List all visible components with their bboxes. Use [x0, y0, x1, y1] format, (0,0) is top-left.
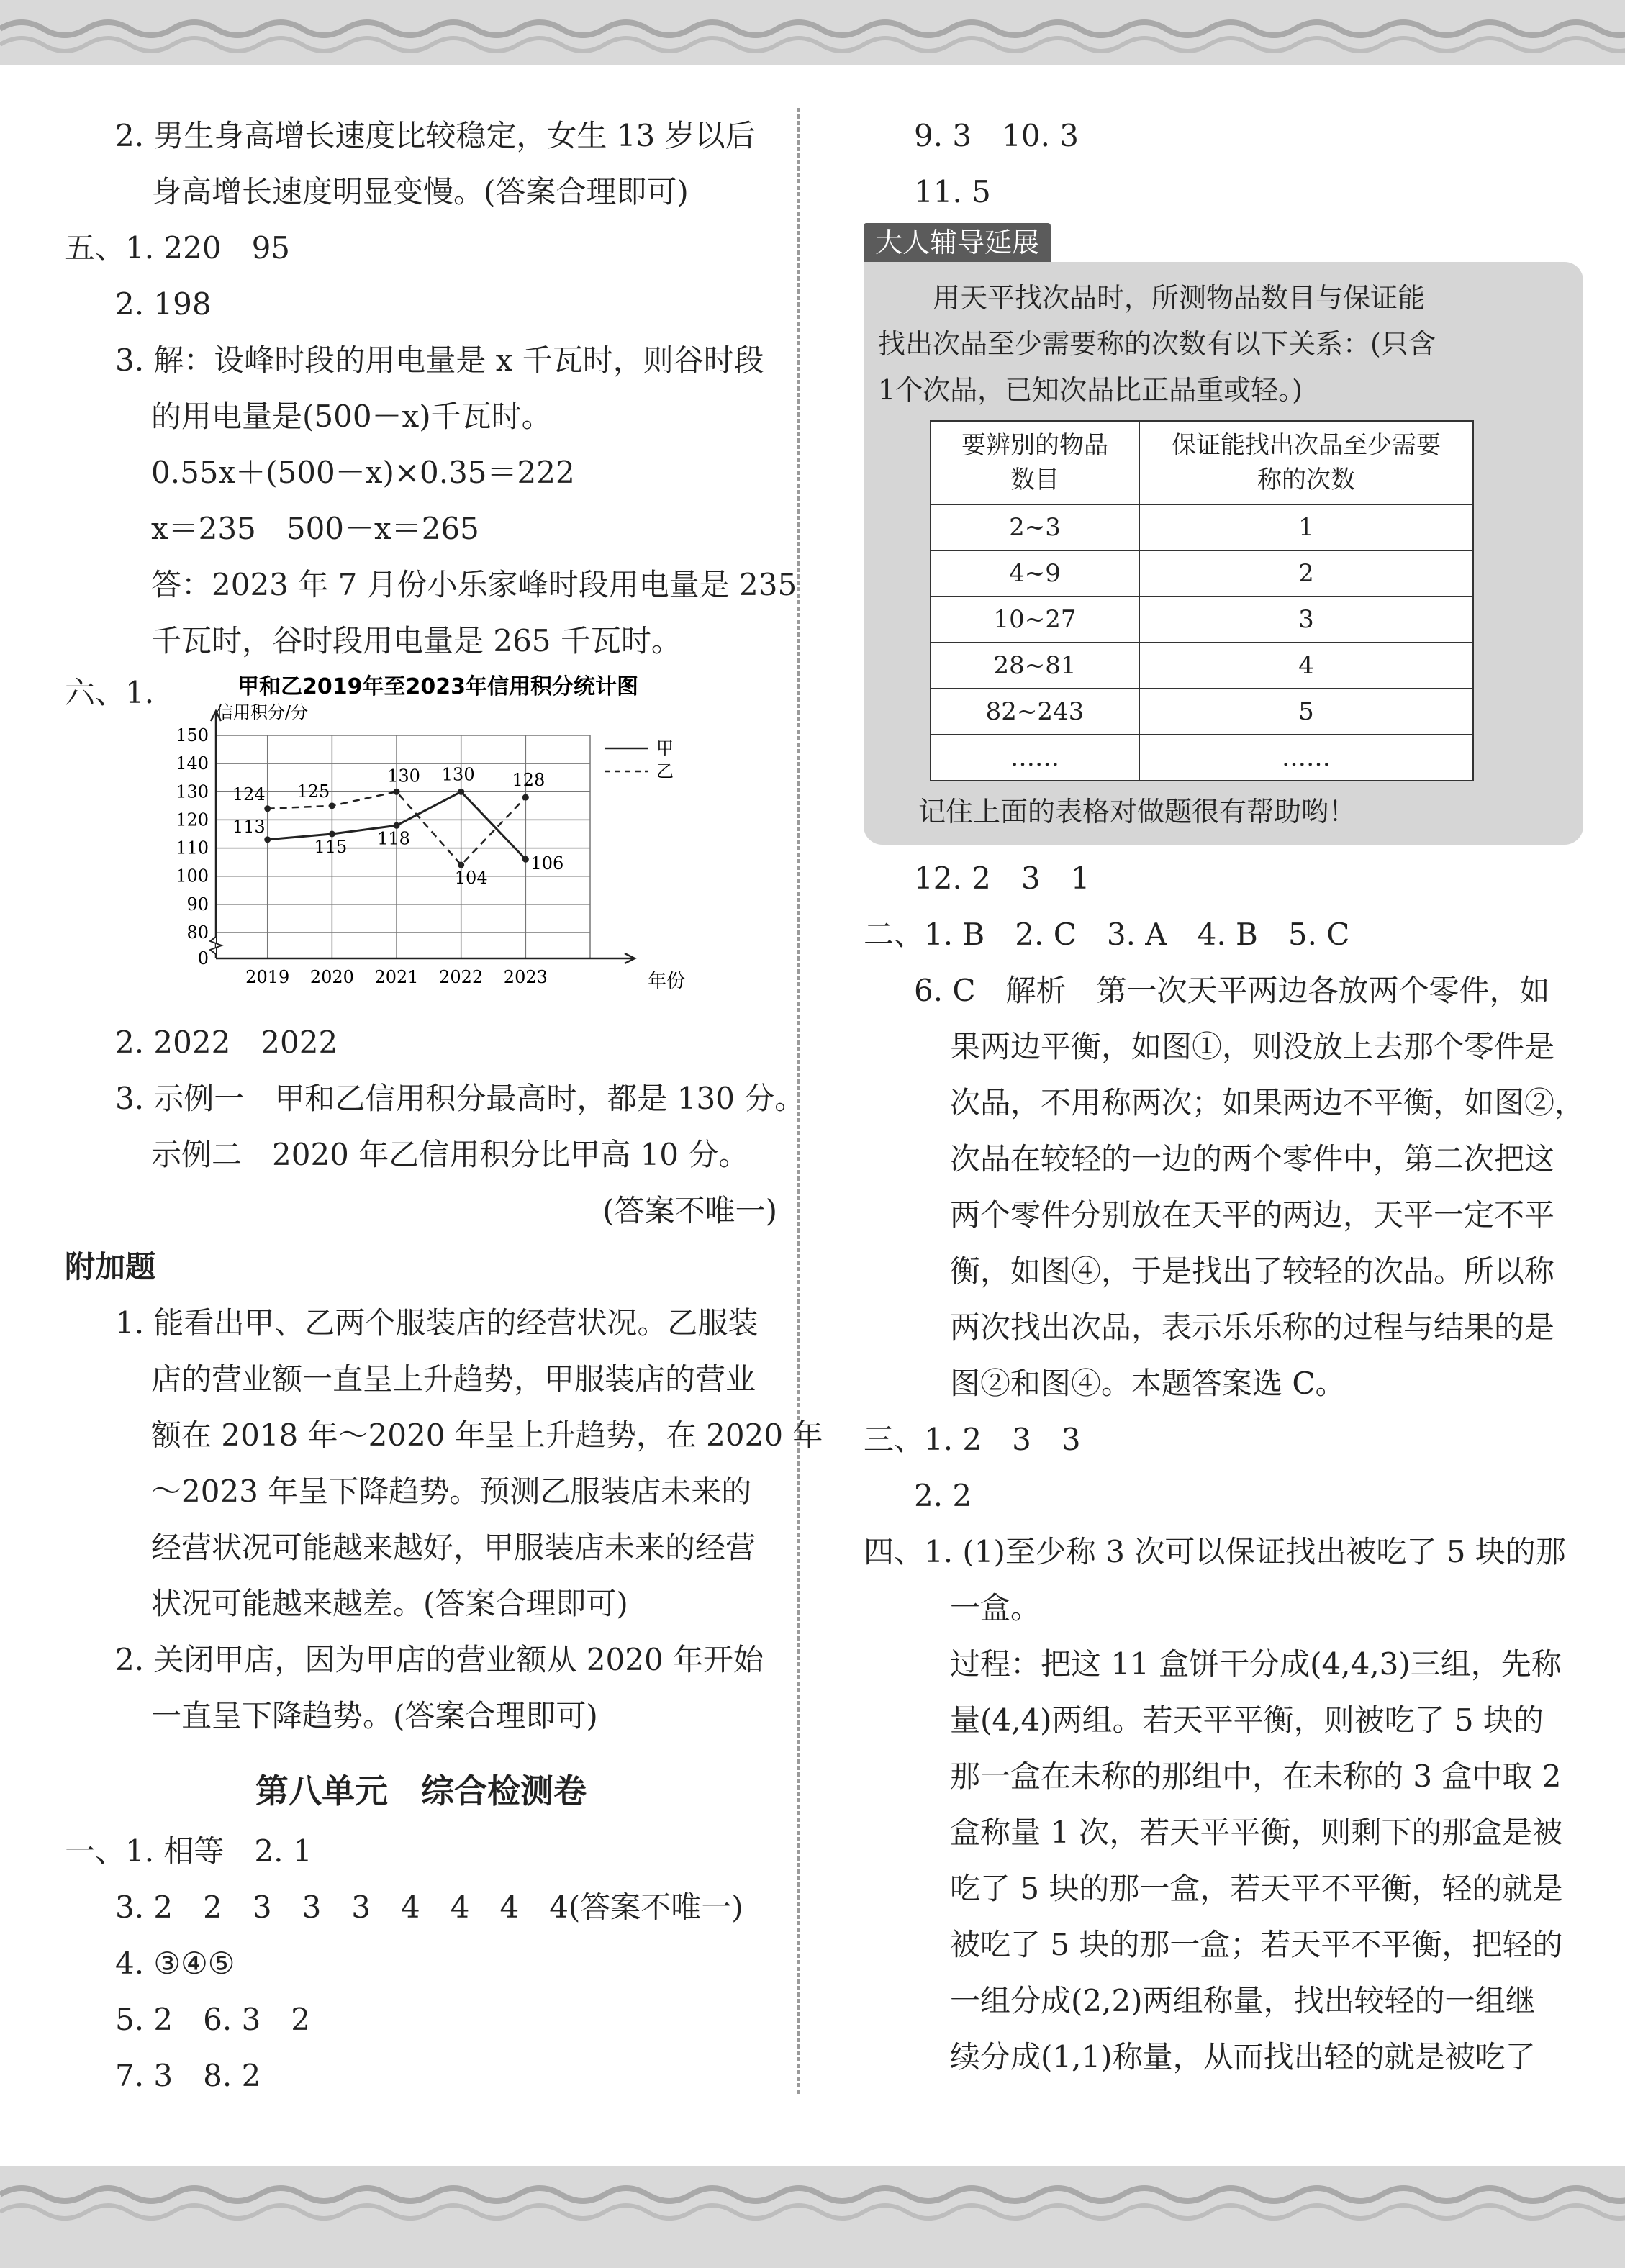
- y-tick-label: 140: [176, 753, 209, 774]
- y-tick-label: 130: [176, 781, 209, 802]
- answer-line: 7. 3 8. 2: [115, 2058, 261, 2093]
- chart-series: [232, 764, 563, 888]
- x-tick-label: 2021: [374, 967, 419, 987]
- table-header-text: 要辨别的物品: [961, 431, 1108, 460]
- tips-text: 1个次品，已知次品比正品重或轻。): [878, 374, 1303, 406]
- answer-line: 示例二 2020 年乙信用积分比甲高 10 分。: [151, 1137, 749, 1172]
- answer-line: 店的营业额一直呈上升趋势，甲服装店的营业: [151, 1361, 756, 1397]
- data-label: 106: [530, 853, 564, 874]
- table-cell: 4~9: [931, 550, 1139, 597]
- y-tick-label: 90: [186, 894, 209, 915]
- x-tick-label: 2019: [245, 967, 290, 987]
- table-cell: 4: [1139, 643, 1473, 689]
- answer-line: 那一盒在未称的那组中，在未称的 3 盒中取 2: [950, 1759, 1562, 1794]
- tips-box: [864, 262, 1583, 845]
- line-chart: [144, 669, 763, 1007]
- data-point: [394, 789, 400, 795]
- answer-line: 过程：把这 11 盒饼干分成(4,4,3)三组，先称: [950, 1646, 1562, 1682]
- table-header: [931, 421, 1139, 504]
- data-label: 104: [454, 868, 488, 889]
- answer-line: 9. 3 10. 3: [914, 118, 1079, 153]
- answer-line: 3. 示例一 甲和乙信用积分最高时，都是 130 分。: [115, 1081, 805, 1116]
- answer-line: 12. 2 3 1: [914, 861, 1090, 896]
- data-label: 128: [512, 770, 546, 791]
- answer-line: 身高增长速度明显变慢。(答案合理即可): [151, 174, 689, 209]
- table-cell: 2~3: [931, 504, 1139, 550]
- table-cell: 1: [1139, 504, 1473, 550]
- analysis-line: 两次找出次品，表示乐乐称的过程与结果的是: [950, 1310, 1555, 1345]
- analysis-line: 果两边平衡，如图①，则没放上去那个零件是: [950, 1029, 1555, 1064]
- analysis-line: 次品在较轻的一边的两个零件中，第二次把这: [950, 1141, 1555, 1176]
- data-label: 115: [314, 837, 348, 857]
- answer-line: 一组分成(2,2)两组称量，找出较轻的一组继: [950, 1983, 1536, 2018]
- table-row: [931, 643, 1473, 689]
- y-tick-label: 110: [176, 838, 209, 858]
- x-tick-label: 2022: [439, 967, 484, 987]
- left-column: [65, 108, 823, 2104]
- answer-line: 一、1. 相等 2. 1: [65, 1833, 312, 1869]
- table-cell: 3: [1139, 597, 1473, 643]
- data-point: [329, 802, 335, 809]
- analysis-line: 6. C 解析 第一次天平两边各放两个零件，如: [914, 973, 1550, 1008]
- legend-label: 乙: [656, 761, 674, 781]
- data-point: [522, 794, 529, 801]
- data-label: 125: [297, 781, 330, 802]
- x-tick-label: 2020: [309, 967, 354, 987]
- chart-axes: [210, 711, 635, 963]
- answer-line: 经营状况可能越来越好，甲服装店未来的经营: [151, 1530, 756, 1565]
- answer-line: 四、1. (1)至少称 3 次可以保证找出被吃了 5 块的那: [864, 1534, 1566, 1569]
- data-point: [264, 836, 271, 843]
- bottom-wave-band: [0, 2166, 1625, 2268]
- axis-break-icon: [210, 937, 222, 954]
- tips-panel: [864, 223, 1583, 845]
- answer-line: 三、1. 2 3 3: [864, 1422, 1081, 1457]
- table-cell: 28~81: [931, 643, 1139, 689]
- answer-line: 的用电量是(500－x)千瓦时。: [151, 399, 552, 434]
- answer-note: (答案不唯一): [602, 1193, 777, 1228]
- table-header-text: 数目: [1010, 466, 1059, 494]
- table-cell: 5: [1139, 689, 1473, 735]
- y-tick-label: 0: [197, 948, 209, 969]
- table-row: [931, 735, 1473, 781]
- x-tick-label: 2023: [503, 967, 548, 987]
- tips-tag: 大人辅导延展: [864, 223, 1051, 262]
- answer-line: 3. 2 2 3 3 3 4 4 4 4(答案不唯一): [115, 1890, 743, 1925]
- answer-line: 量(4,4)两组。若天平平衡，则被吃了 5 块的: [950, 1702, 1544, 1738]
- answer-line: 5. 2 6. 3 2: [115, 2002, 311, 2037]
- answer-line: 一盒。: [950, 1590, 1041, 1625]
- data-label: 113: [232, 816, 266, 837]
- tips-text: 找出次品至少需要称的次数有以下关系：(只含: [878, 328, 1436, 360]
- table-header-text: 保证能找出次品至少需要: [1172, 431, 1441, 460]
- chart-y-axis-label: 信用积分/分: [216, 702, 309, 722]
- table-row: [931, 504, 1473, 550]
- answer-line: 五、1. 220 95: [65, 230, 291, 266]
- chart-title: 甲和乙2019年至2023年信用积分统计图: [237, 674, 638, 699]
- data-point: [458, 789, 464, 795]
- answer-line: 千瓦时，谷时段用电量是 265 千瓦时。: [151, 623, 682, 658]
- section-heading: 附加题: [65, 1249, 156, 1284]
- answer-line: 11. 5: [914, 174, 991, 209]
- answer-line: 一直呈下降趋势。(答案合理即可): [151, 1698, 598, 1733]
- answer-line: 2. 关闭甲店，因为甲店的营业额从 2020 年开始: [115, 1642, 764, 1677]
- y-tick-label: 120: [176, 809, 209, 830]
- table-cell: 82~243: [931, 689, 1139, 735]
- equation-line: x＝235 500－x＝265: [151, 511, 479, 546]
- answer-line: ～2023 年呈下降趋势。预测乙服装店未来的: [151, 1474, 752, 1509]
- top-wave-band: [0, 0, 1625, 65]
- table-header: [1139, 421, 1473, 504]
- table-header-text: 称的次数: [1257, 466, 1355, 494]
- chart-x-ticks: [245, 967, 548, 987]
- data-label: 130: [387, 766, 420, 786]
- answer-line: 被吃了 5 块的那一盒；若天平不平衡，把轻的: [950, 1927, 1563, 1962]
- unit-title: 第八单元 综合检测卷: [255, 1772, 587, 1810]
- y-tick-label: 150: [176, 725, 209, 745]
- analysis-line: 衡，如图④，于是找出了较轻的次品。所以称: [950, 1253, 1555, 1289]
- weighing-table: [930, 420, 1474, 781]
- table-cell: ……: [1139, 735, 1473, 781]
- answer-line: 状况可能越来越差。(答案合理即可): [151, 1586, 628, 1621]
- answer-line: 3. 解：设峰时段的用电量是 x 千瓦时，则谷时段: [115, 343, 764, 378]
- chart-legend: [605, 738, 674, 781]
- answer-line: 2. 2: [914, 1478, 972, 1513]
- chart-x-axis-label: 年份: [648, 971, 686, 992]
- table-row: [931, 550, 1473, 597]
- chart-y-ticks: [176, 725, 209, 969]
- analysis-line: 图②和图④。本题答案选 C。: [950, 1366, 1346, 1401]
- data-label: 118: [377, 828, 410, 849]
- answer-line: 额在 2018 年～2020 年呈上升趋势，在 2020 年: [151, 1418, 823, 1453]
- answer-line: 答：2023 年 7 月份小乐家峰时段用电量是 235: [151, 567, 797, 602]
- answer-line: 二、1. B 2. C 3. A 4. B 5. C: [864, 917, 1350, 952]
- tips-footer: 记住上面的表格对做题很有帮助哟！: [918, 796, 1357, 827]
- answer-line: 2. 男生身高增长速度比较稳定，女生 13 岁以后: [115, 118, 756, 153]
- analysis-line: 两个零件分别放在天平的两边，天平一定不平: [950, 1197, 1555, 1233]
- answer-line: 2. 2022 2022: [115, 1025, 338, 1060]
- question-label: 六、1.: [65, 675, 155, 710]
- data-label: 124: [232, 784, 266, 804]
- data-point: [264, 805, 271, 812]
- legend-label: 甲: [656, 738, 674, 758]
- y-tick-label: 80: [186, 922, 209, 943]
- tips-text: 用天平找次品时，所测物品数目与保证能: [933, 282, 1426, 314]
- answer-line: 吃了 5 块的那一盒，若天平不平衡，轻的就是: [950, 1871, 1563, 1906]
- table-row: [931, 597, 1473, 643]
- table-cell: ……: [931, 735, 1139, 781]
- table-cell: 10~27: [931, 597, 1139, 643]
- data-label: 130: [441, 764, 475, 785]
- y-tick-label: 100: [176, 866, 209, 886]
- answer-line: 续分成(1,1)称量，从而找出轻的就是被吃了: [950, 2039, 1536, 2074]
- answer-line: 盒称量 1 次，若天平平衡，则剩下的那盒是被: [950, 1815, 1563, 1850]
- table-cell: 2: [1139, 550, 1473, 597]
- right-column: [864, 108, 1583, 2085]
- chart-row: [65, 669, 777, 1015]
- equation-line: 0.55x＋(500－x)×0.35＝222: [151, 455, 575, 490]
- answer-line: 1. 能看出甲、乙两个服装店的经营状况。乙服装: [115, 1305, 759, 1341]
- table-row: [931, 689, 1473, 735]
- analysis-line: 次品，不用称两次；如果两边不平衡，如图②，: [950, 1085, 1585, 1120]
- data-point: [522, 856, 529, 863]
- answer-line: 2. 198: [115, 286, 212, 322]
- answer-line: 4. ③④⑤: [115, 1946, 235, 1981]
